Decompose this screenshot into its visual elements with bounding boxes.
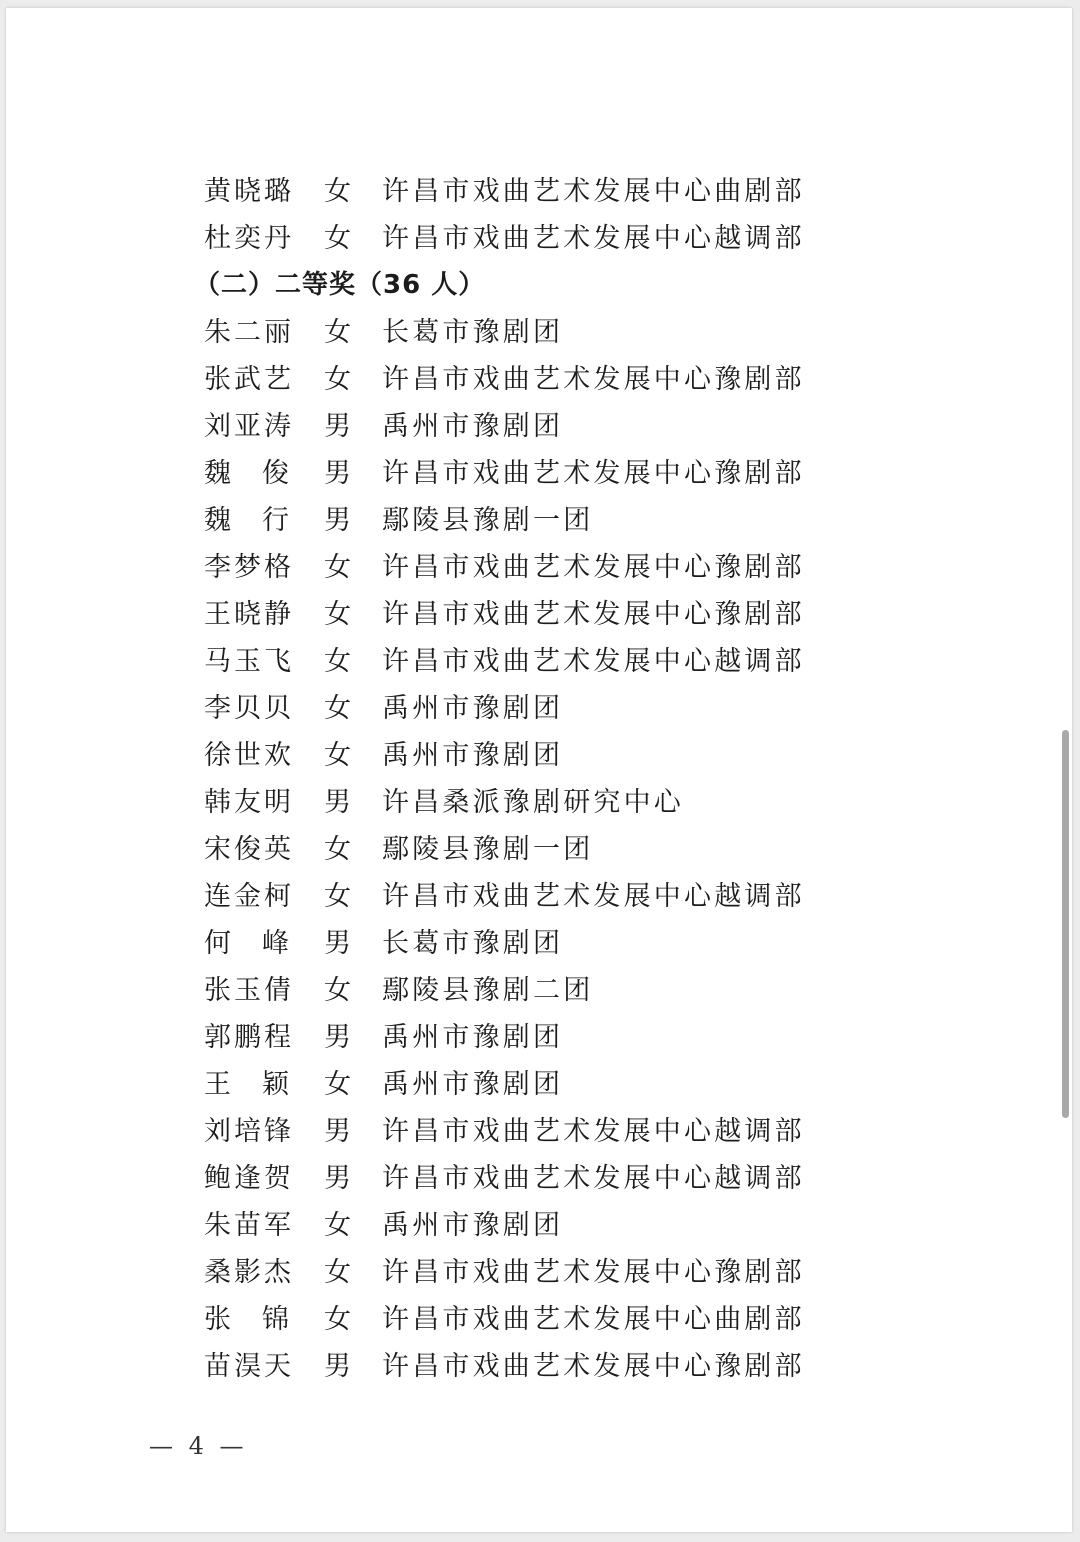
person-name: 刘培锋 xyxy=(204,1116,294,1147)
person-organization: 许昌市戏曲艺术发展中心越调部 xyxy=(382,223,805,254)
list-item xyxy=(204,356,844,403)
page-number: — 4 — xyxy=(149,1432,248,1460)
person-gender: 男 xyxy=(324,505,351,536)
person-organization: 许昌桑派豫剧研究中心 xyxy=(382,787,684,818)
person-name: 苗淏天 xyxy=(204,1351,294,1382)
list-item xyxy=(204,1061,844,1108)
list-item xyxy=(204,779,844,826)
person-gender: 女 xyxy=(324,646,351,677)
person-gender: 女 xyxy=(324,1257,351,1288)
person-name: 魏 俊 xyxy=(204,458,289,489)
person-organization: 许昌市戏曲艺术发展中心豫剧部 xyxy=(382,1257,805,1288)
list-item xyxy=(204,215,844,262)
person-organization: 禹州市豫剧团 xyxy=(382,1210,564,1241)
person-organization: 禹州市豫剧团 xyxy=(382,1022,564,1053)
list-item xyxy=(204,591,844,638)
list-item xyxy=(204,1202,844,1249)
person-gender: 男 xyxy=(324,1351,351,1382)
person-name: 桑影杰 xyxy=(204,1257,294,1288)
person-organization: 许昌市戏曲艺术发展中心豫剧部 xyxy=(382,552,805,583)
person-name: 郭鹏程 xyxy=(204,1022,294,1053)
second-prize-list xyxy=(204,309,844,1390)
person-organization: 禹州市豫剧团 xyxy=(382,693,564,724)
person-gender: 女 xyxy=(324,364,351,395)
person-organization: 禹州市豫剧团 xyxy=(382,1069,564,1100)
person-name: 王 颖 xyxy=(204,1069,289,1100)
person-organization: 鄢陵县豫剧一团 xyxy=(382,834,594,865)
person-gender: 女 xyxy=(324,1069,351,1100)
list-item xyxy=(204,403,844,450)
list-item xyxy=(204,168,844,215)
list-item xyxy=(204,826,844,873)
person-name: 杜奕丹 xyxy=(204,223,294,254)
person-organization: 许昌市戏曲艺术发展中心越调部 xyxy=(382,1163,805,1194)
person-gender: 女 xyxy=(324,1210,351,1241)
person-organization: 许昌市戏曲艺术发展中心豫剧部 xyxy=(382,1351,805,1382)
list-item xyxy=(204,1155,844,1202)
person-name: 李梦格 xyxy=(204,552,294,583)
person-gender: 男 xyxy=(324,458,351,489)
person-gender: 女 xyxy=(324,740,351,771)
person-gender: 女 xyxy=(324,881,351,912)
list-item xyxy=(204,638,844,685)
person-gender: 女 xyxy=(324,599,351,630)
person-name: 徐世欢 xyxy=(204,740,294,771)
list-item xyxy=(204,685,844,732)
person-name: 王晓静 xyxy=(204,599,294,630)
person-gender: 女 xyxy=(324,693,351,724)
first-prize-continuation xyxy=(204,168,844,262)
person-gender: 男 xyxy=(324,1163,351,1194)
list-item xyxy=(204,1108,844,1155)
list-item xyxy=(204,1343,844,1390)
person-name: 刘亚涛 xyxy=(204,411,294,442)
person-name: 魏 行 xyxy=(204,505,289,536)
list-item xyxy=(204,1249,844,1296)
person-gender: 女 xyxy=(324,552,351,583)
person-organization: 鄢陵县豫剧一团 xyxy=(382,505,594,536)
person-organization: 鄢陵县豫剧二团 xyxy=(382,975,594,1006)
person-name: 黄晓璐 xyxy=(204,176,294,207)
vertical-scrollbar[interactable] xyxy=(1062,730,1069,1118)
person-organization: 许昌市戏曲艺术发展中心豫剧部 xyxy=(382,599,805,630)
list-item xyxy=(204,309,844,356)
person-name: 朱二丽 xyxy=(204,317,294,348)
person-gender: 女 xyxy=(324,317,351,348)
person-gender: 男 xyxy=(324,1022,351,1053)
person-name: 张玉倩 xyxy=(204,975,294,1006)
person-organization: 许昌市戏曲艺术发展中心越调部 xyxy=(382,1116,805,1147)
person-gender: 男 xyxy=(324,411,351,442)
list-item xyxy=(204,450,844,497)
person-name: 李贝贝 xyxy=(204,693,294,724)
person-gender: 女 xyxy=(324,834,351,865)
person-name: 朱苗军 xyxy=(204,1210,294,1241)
person-gender: 女 xyxy=(324,975,351,1006)
list-item xyxy=(204,544,844,591)
person-name: 张 锦 xyxy=(204,1304,289,1335)
person-gender: 男 xyxy=(324,928,351,959)
award-list xyxy=(194,168,844,1390)
list-item xyxy=(204,967,844,1014)
document-page xyxy=(6,8,1072,1532)
section-title: （二）二等奖（36 人） xyxy=(194,270,486,300)
list-item xyxy=(204,873,844,920)
person-organization: 许昌市戏曲艺术发展中心豫剧部 xyxy=(382,364,805,395)
person-organization: 许昌市戏曲艺术发展中心越调部 xyxy=(382,881,805,912)
person-organization: 许昌市戏曲艺术发展中心越调部 xyxy=(382,646,805,677)
person-name: 宋俊英 xyxy=(204,834,294,865)
person-name: 张武艺 xyxy=(204,364,294,395)
person-organization: 许昌市戏曲艺术发展中心曲剧部 xyxy=(382,176,805,207)
person-gender: 女 xyxy=(324,223,351,254)
person-name: 鲍逢贺 xyxy=(204,1163,294,1194)
person-gender: 男 xyxy=(324,1116,351,1147)
person-organization: 许昌市戏曲艺术发展中心曲剧部 xyxy=(382,1304,805,1335)
person-gender: 女 xyxy=(324,1304,351,1335)
list-item xyxy=(204,920,844,967)
person-name: 何 峰 xyxy=(204,928,289,959)
person-organization: 禹州市豫剧团 xyxy=(382,740,564,771)
person-organization: 禹州市豫剧团 xyxy=(382,411,564,442)
person-organization: 许昌市戏曲艺术发展中心豫剧部 xyxy=(382,458,805,489)
person-name: 连金柯 xyxy=(204,881,294,912)
list-item xyxy=(204,497,844,544)
person-name: 韩友明 xyxy=(204,787,294,818)
person-organization: 长葛市豫剧团 xyxy=(382,928,564,959)
person-gender: 女 xyxy=(324,176,351,207)
person-name: 马玉飞 xyxy=(204,646,294,677)
person-gender: 男 xyxy=(324,787,351,818)
list-item xyxy=(204,1296,844,1343)
list-item xyxy=(204,1014,844,1061)
list-item xyxy=(204,732,844,779)
person-organization: 长葛市豫剧团 xyxy=(382,317,564,348)
